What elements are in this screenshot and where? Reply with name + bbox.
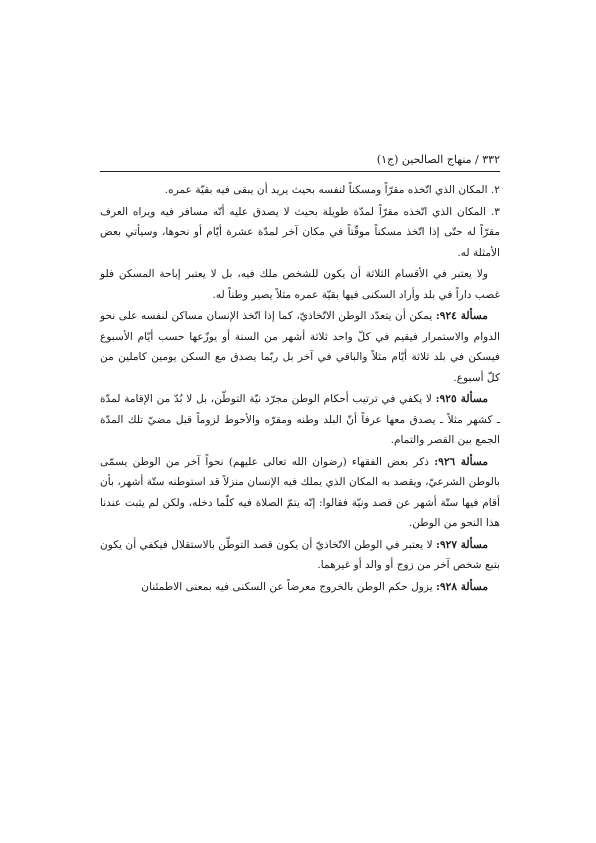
running-head: ٣٣٢ / منهاج الصالحين (ج١) xyxy=(376,153,500,166)
paragraph-text: يزول حكم الوطن بالخروج معرضاً عن السكنى فيه بمعنى الاطمئنان xyxy=(141,580,437,593)
paragraph-text: لا يكفي في ترتيب أحكام الوطن مجرّد نيّة التوطّن، بل لا بُدّ من الإقامة لمدّة ـ كشهر مثلاً ـ يصدق معها عرفاً أنّ البلد وطنه ومقرّه والأحوط لزوماً قبل مضيّ تلك المدّة الجمع بين القصر والتمام. xyxy=(100,393,500,446)
issue-label: مسألة ٩٢٦: xyxy=(434,455,488,468)
issue-label: مسألة ٩٢٨: xyxy=(436,580,488,593)
paragraph-mas-924 xyxy=(100,306,500,388)
paragraph-text: يمكن أن يتعدّد الوطن الاتّخاذيّ، كما إذا اتّخذ الإنسان مساكن لنفسه على نحو الدوام والاستمرار فيقيم في كلّ واحد ثلاثة أشهر من السنة أو يوزّعها حسب أيّام الأسبوع فيسكن في بلد ثلاثة أيّام مثلاً والباقي في آخر بل ربّما يصدق مع السكن يومين كاملين من كلّ أسبوع. xyxy=(100,310,500,384)
page-body xyxy=(100,180,500,598)
issue-label: مسألة ٩٢٥: xyxy=(435,393,488,405)
paragraph-text: ذكر بعض الفقهاء (رضوان الله تعالى عليهم) نحواً آخر من الوطن يسمّى بالوطن الشرعيّ، ويقصد به المكان الذي يملك فيه الإنسان منزلاً قد استوطنه ستّة أشهر، بأن أقام فيها ستّة أشهر عن قصد ونيّة فقالوا: إنّه يتمّ الصلاة فيه كلّما دخله، ولكن لم يثبت عندنا هذا النحو من الوطن. xyxy=(100,455,500,529)
paragraph-mas-925 xyxy=(100,389,500,451)
paragraph-mas-926 xyxy=(100,452,500,534)
paragraph-text: لا يعتبر في الوطن الاتّخاذيّ أن يكون قصد التوطّن بالاستقلال فيكفي أن يكون بتبع شخص آخر من زوج أو والد أو غيرهما. xyxy=(100,538,500,571)
paragraph-text: ولا يعتبر في الأقسام الثلاثة أن يكون للشخص ملك فيه، بل لا يعتبر إباحة المسكن فلو غصب داراً في بلد وأراد السكنى فيها بقيّة عمره مثلاً يصير وطناً له. xyxy=(100,268,500,301)
header-rule xyxy=(100,171,500,172)
issue-label: مسألة ٩٢٧: xyxy=(436,538,488,551)
issue-label: مسألة ٩٢٤: xyxy=(435,310,488,322)
paragraph-note xyxy=(100,264,500,305)
paragraph-item-3 xyxy=(100,202,500,264)
paragraph-text: ٣. المكان الذي اتّخذه مقرّاً لمدّة طويلة بحيث لا يصدق عليه أنّه مسافر فيه ويراه العرف مقرّاً له حتّى إذا اتّخذ مسكناً موقّتاً في مكان آخر لمدّة عشرة أيّام أو نحوها، وسيأتي بعض الأمثلة له. xyxy=(100,205,500,259)
paragraph-mas-927 xyxy=(100,535,500,576)
paragraph-item-2 xyxy=(100,180,500,201)
paragraph-mas-928 xyxy=(100,577,500,598)
paragraph-text: ٢. المكان الذي اتّخذه مقرّاً ومسكناً لنفسه بحيث يريد أن يبقى فيه بقيّة عمره. xyxy=(164,184,500,196)
